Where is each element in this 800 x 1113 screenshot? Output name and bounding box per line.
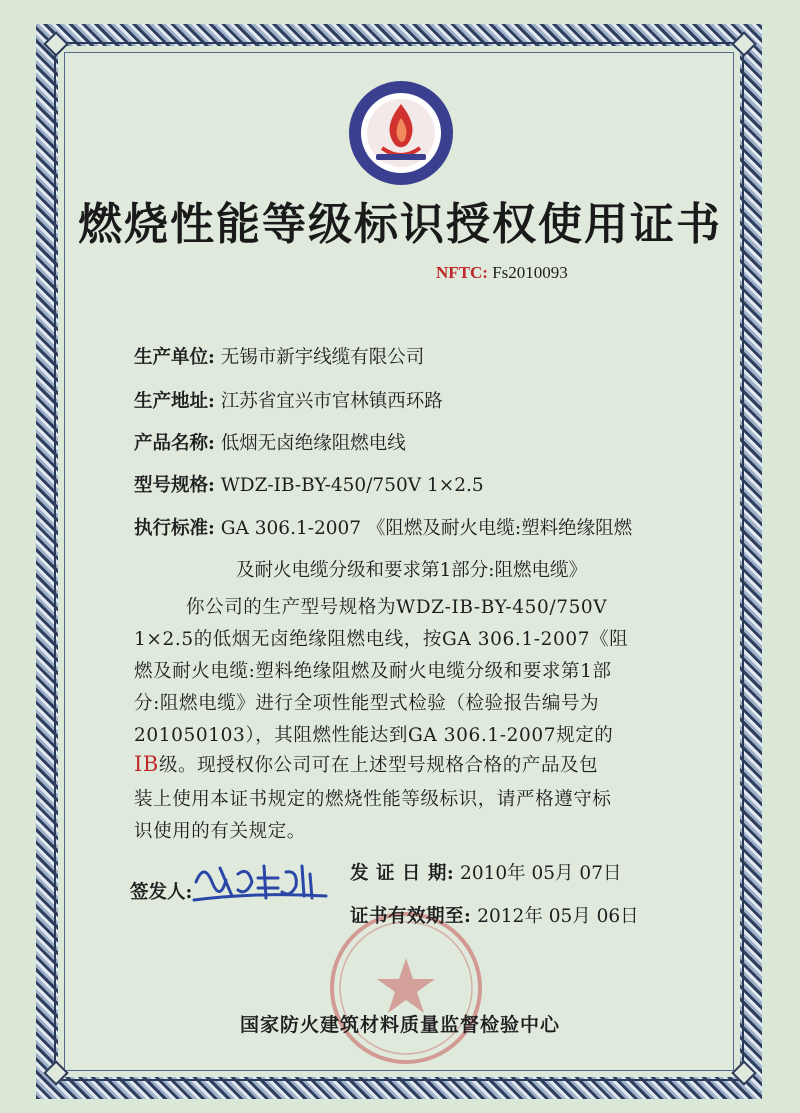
field-value: 江苏省宜兴市官林镇西环路 (220, 391, 443, 412)
body-line: 你公司的生产型号规格为WDZ-ⅠB-BY-450/750V (186, 597, 608, 618)
field-value: WDZ-IB-BY-450/750V 1×2.5 (220, 475, 484, 496)
certificate-number (436, 263, 568, 283)
nftc-logo-icon (346, 78, 456, 188)
body-line: 1×2.5的低烟无卤绝缘阻燃电线，按GA 306.1-2007《阻 (134, 629, 629, 650)
valid-until-label: 证书有效期至: (350, 906, 472, 927)
field-label: 产品名称: (134, 433, 215, 454)
field-label: 型号规格: (134, 475, 215, 496)
valid-until-row (350, 902, 639, 928)
valid-until-value: 2012年 05月 06日 (477, 906, 639, 927)
body-text: 级。现授权你公司可在上述型号规格合格的产品及包 (158, 755, 599, 776)
issue-date-value: 2010年 05月 07日 (460, 863, 622, 884)
issue-date-row (350, 859, 621, 885)
body-line: 装上使用本证书规定的燃烧性能等级标识，请严格遵守标 (134, 789, 612, 810)
field-production-unit (134, 343, 424, 369)
field-label: 生产单位: (134, 347, 215, 368)
field-model-spec (134, 471, 484, 497)
field-label: 执行标准: (134, 518, 215, 539)
official-seal-icon (326, 908, 486, 1068)
body-line (134, 751, 598, 777)
certificate-number-label: NFTC: (436, 263, 488, 282)
grade-badge: ⅠB (134, 752, 159, 776)
body-line: 识使用的有关规定。 (134, 821, 306, 842)
field-product-name (134, 429, 406, 455)
field-value: GA 306.1-2007 《阻燃及耐火电缆:塑料绝缘阻燃 (220, 518, 633, 539)
field-value: 无锡市新宇线缆有限公司 (220, 347, 425, 368)
issuing-authority: 国家防火建筑材料质量监督检验中心 (239, 1014, 560, 1036)
certificate-title: 燃烧性能等级标识授权使用证书 (78, 199, 722, 250)
field-standard-continued: 及耐火电缆分级和要求第1部分:阻燃电缆》 (236, 560, 588, 581)
field-standard (134, 514, 632, 540)
certificate-number-value: Fs2010093 (492, 263, 568, 282)
field-value: 低烟无卤绝缘阻燃电线 (220, 433, 406, 454)
handwritten-signature-icon (186, 852, 336, 912)
body-line: 燃及耐火电缆:塑料绝缘阻燃及耐火电缆分级和要求第1部 (134, 661, 612, 682)
body-line: 201050103），其阻燃性能达到GA 306.1-2007规定的 (134, 725, 614, 746)
signer-label: 签发人: (130, 882, 193, 903)
field-label: 生产地址: (134, 391, 215, 412)
body-line: 分:阻燃电缆》进行全项性能型式检验（检验报告编号为 (134, 693, 600, 714)
field-production-address (134, 387, 443, 413)
issue-date-label: 发 证 日 期: (350, 863, 455, 884)
